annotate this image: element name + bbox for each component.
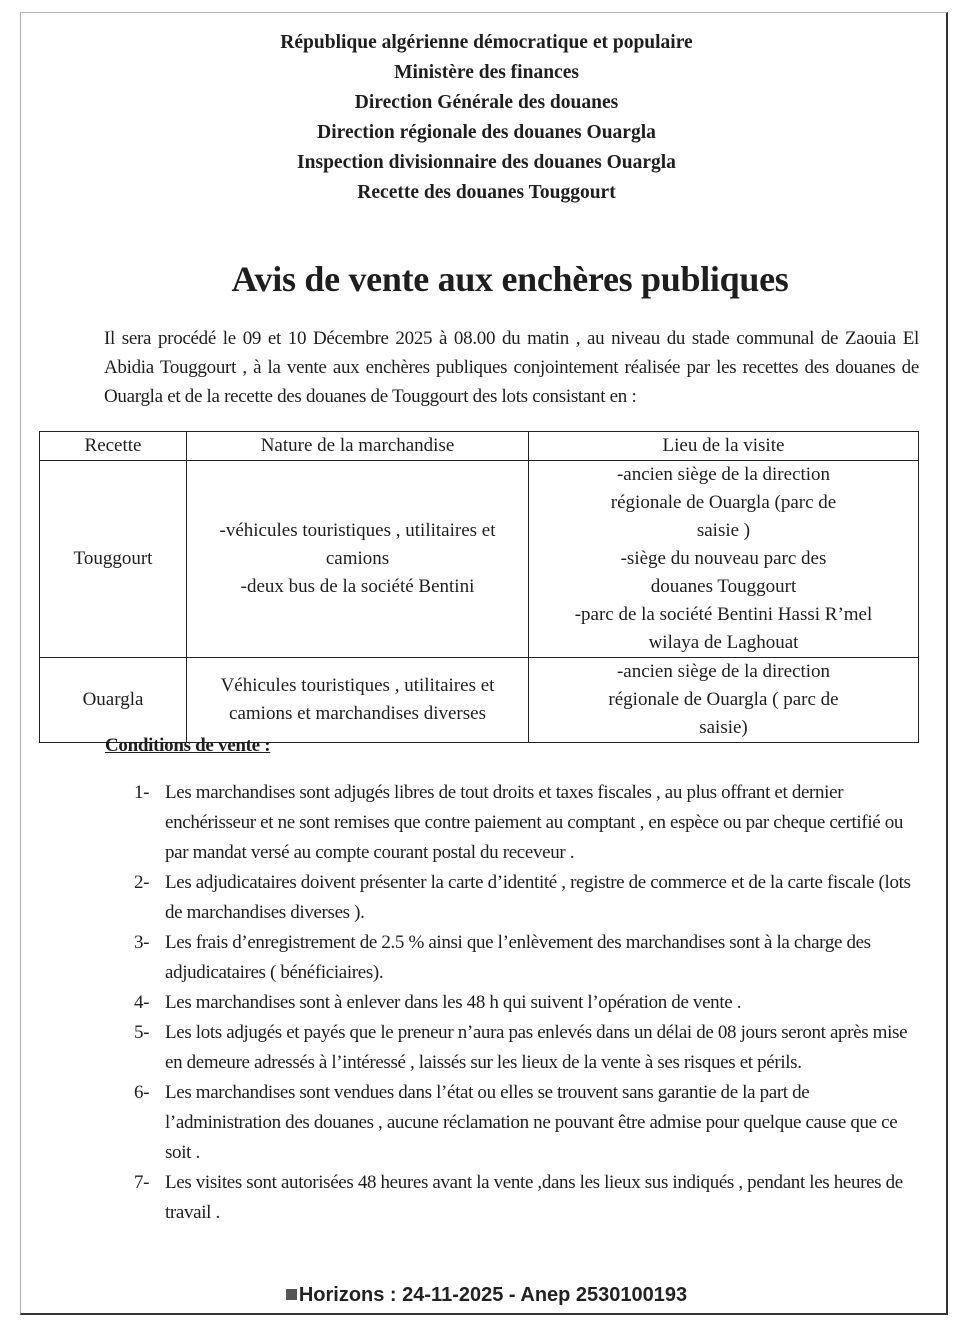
condition-item: [134, 988, 924, 1018]
footer-text: Horizons : 24-11-2025 - Anep 2530100193: [298, 1284, 688, 1306]
header-line: Direction Générale des douanes: [354, 92, 619, 113]
condition-number: 4-: [134, 992, 150, 1013]
header-line: Inspection divisionnaire des douanes Ouargla: [297, 152, 676, 173]
column-header-nature: Nature de la marchandise: [187, 432, 529, 461]
table-header-row: [40, 432, 919, 461]
condition-text: Les marchandises sont adjugés libres de tout droits et taxes fiscales , au plus offrant et dernier enchérisseur et ne sont remises que contre paiement au comptant , en espèce ou par cheque certifié ou par mandat versé au compte courant postal du receveur .: [165, 782, 904, 863]
condition-item: [134, 928, 924, 988]
nature-line: -véhicules touristiques , utilitaires et camions: [219, 520, 496, 569]
condition-text: Les frais d’enregistrement de 2.5 % ainsi que l’enlèvement des marchandises sont à la charge des adjudicataires ( bénéficiaires).: [165, 932, 871, 983]
header-line: République algérienne démocratique et populaire: [280, 32, 693, 53]
cell-nature: [187, 461, 529, 658]
cell-nature: [187, 658, 529, 743]
header-line: Ministère des finances: [394, 62, 579, 83]
condition-number: 5-: [134, 1022, 150, 1043]
condition-text: Les marchandises sont à enlever dans les 48 h qui suivent l’opération de vente .: [165, 992, 742, 1013]
column-header-lieu: Lieu de la visite: [529, 432, 919, 461]
condition-number: 6-: [134, 1082, 150, 1103]
page-title: Avis de vente aux enchères publiques: [231, 259, 789, 299]
nature-line: -deux bus de la société Bentini: [240, 576, 475, 597]
lieu-line: -parc de la société Bentini Hassi R’mel wilaya de Laghouat: [574, 604, 873, 653]
cell-recette: Touggourt: [40, 461, 187, 658]
lieu-line: -ancien siège de la direction régionale de Ouargla (parc de saisie ): [610, 464, 837, 541]
column-header-recette: Recette: [40, 432, 187, 461]
header-line: Recette des douanes Touggourt: [357, 182, 616, 203]
lieu-line: -siège du nouveau parc des douanes Touggourt: [620, 548, 827, 597]
condition-item: [134, 868, 924, 928]
cell-recette: Ouargla: [40, 658, 187, 743]
condition-text: Les lots adjugés et payés que le preneur n’aura pas enlevés dans un délai de 08 jours seront après mise en demeure adressés à l’intéressé , laissés sur les lieux de la vente à ses risques et périls.: [165, 1022, 908, 1073]
lots-table: [39, 431, 919, 743]
condition-item: [134, 1078, 924, 1168]
condition-item: [134, 1018, 924, 1078]
condition-item: [134, 778, 924, 868]
condition-item: [134, 1168, 924, 1228]
condition-text: Les adjudicataires doivent présenter la carte d’identité , registre de commerce et de la carte fiscale (lots de marchandises diverses ).: [165, 872, 911, 923]
intro-paragraph: Il sera procédé le 09 et 10 Décembre 2025 à 08.00 du matin , au niveau du stade communal de Zaouia El Abidia Touggourt , à la vente aux enchères publiques conjointement réalisée par les recettes des douanes de Ouargla et de la recette des douanes de Touggourt des lots consistant en :: [104, 328, 919, 407]
footer-credit: [0, 1284, 973, 1307]
condition-number: 3-: [134, 932, 150, 953]
table-row: [40, 461, 919, 658]
square-bullet-icon: [286, 1289, 297, 1300]
header-line: Direction régionale des douanes Ouargla: [317, 122, 656, 143]
conditions-title: Conditions de vente :: [105, 735, 271, 756]
lieu-line: -ancien siège de la direction régionale de Ouargla ( parc de saisie): [608, 661, 839, 738]
table-row: [40, 658, 919, 743]
cell-lieu: [529, 658, 919, 743]
cell-lieu: [529, 461, 919, 658]
conditions-list: [134, 778, 924, 1228]
header-block: [0, 28, 973, 208]
condition-number: 2-: [134, 872, 150, 893]
condition-text: Les visites sont autorisées 48 heures avant la vente ,dans les lieux sus indiqués , pendant les heures de travail .: [165, 1172, 903, 1223]
nature-line: Véhicules touristiques , utilitaires et camions et marchandises diverses: [220, 675, 495, 724]
condition-number: 1-: [134, 782, 150, 803]
condition-text: Les marchandises sont vendues dans l’état ou elles se trouvent sans garantie de la part de l’administration des douanes , aucune réclamation ne pouvant être admise pour quelque cause que ce soit .: [165, 1082, 898, 1163]
condition-number: 7-: [134, 1172, 150, 1193]
